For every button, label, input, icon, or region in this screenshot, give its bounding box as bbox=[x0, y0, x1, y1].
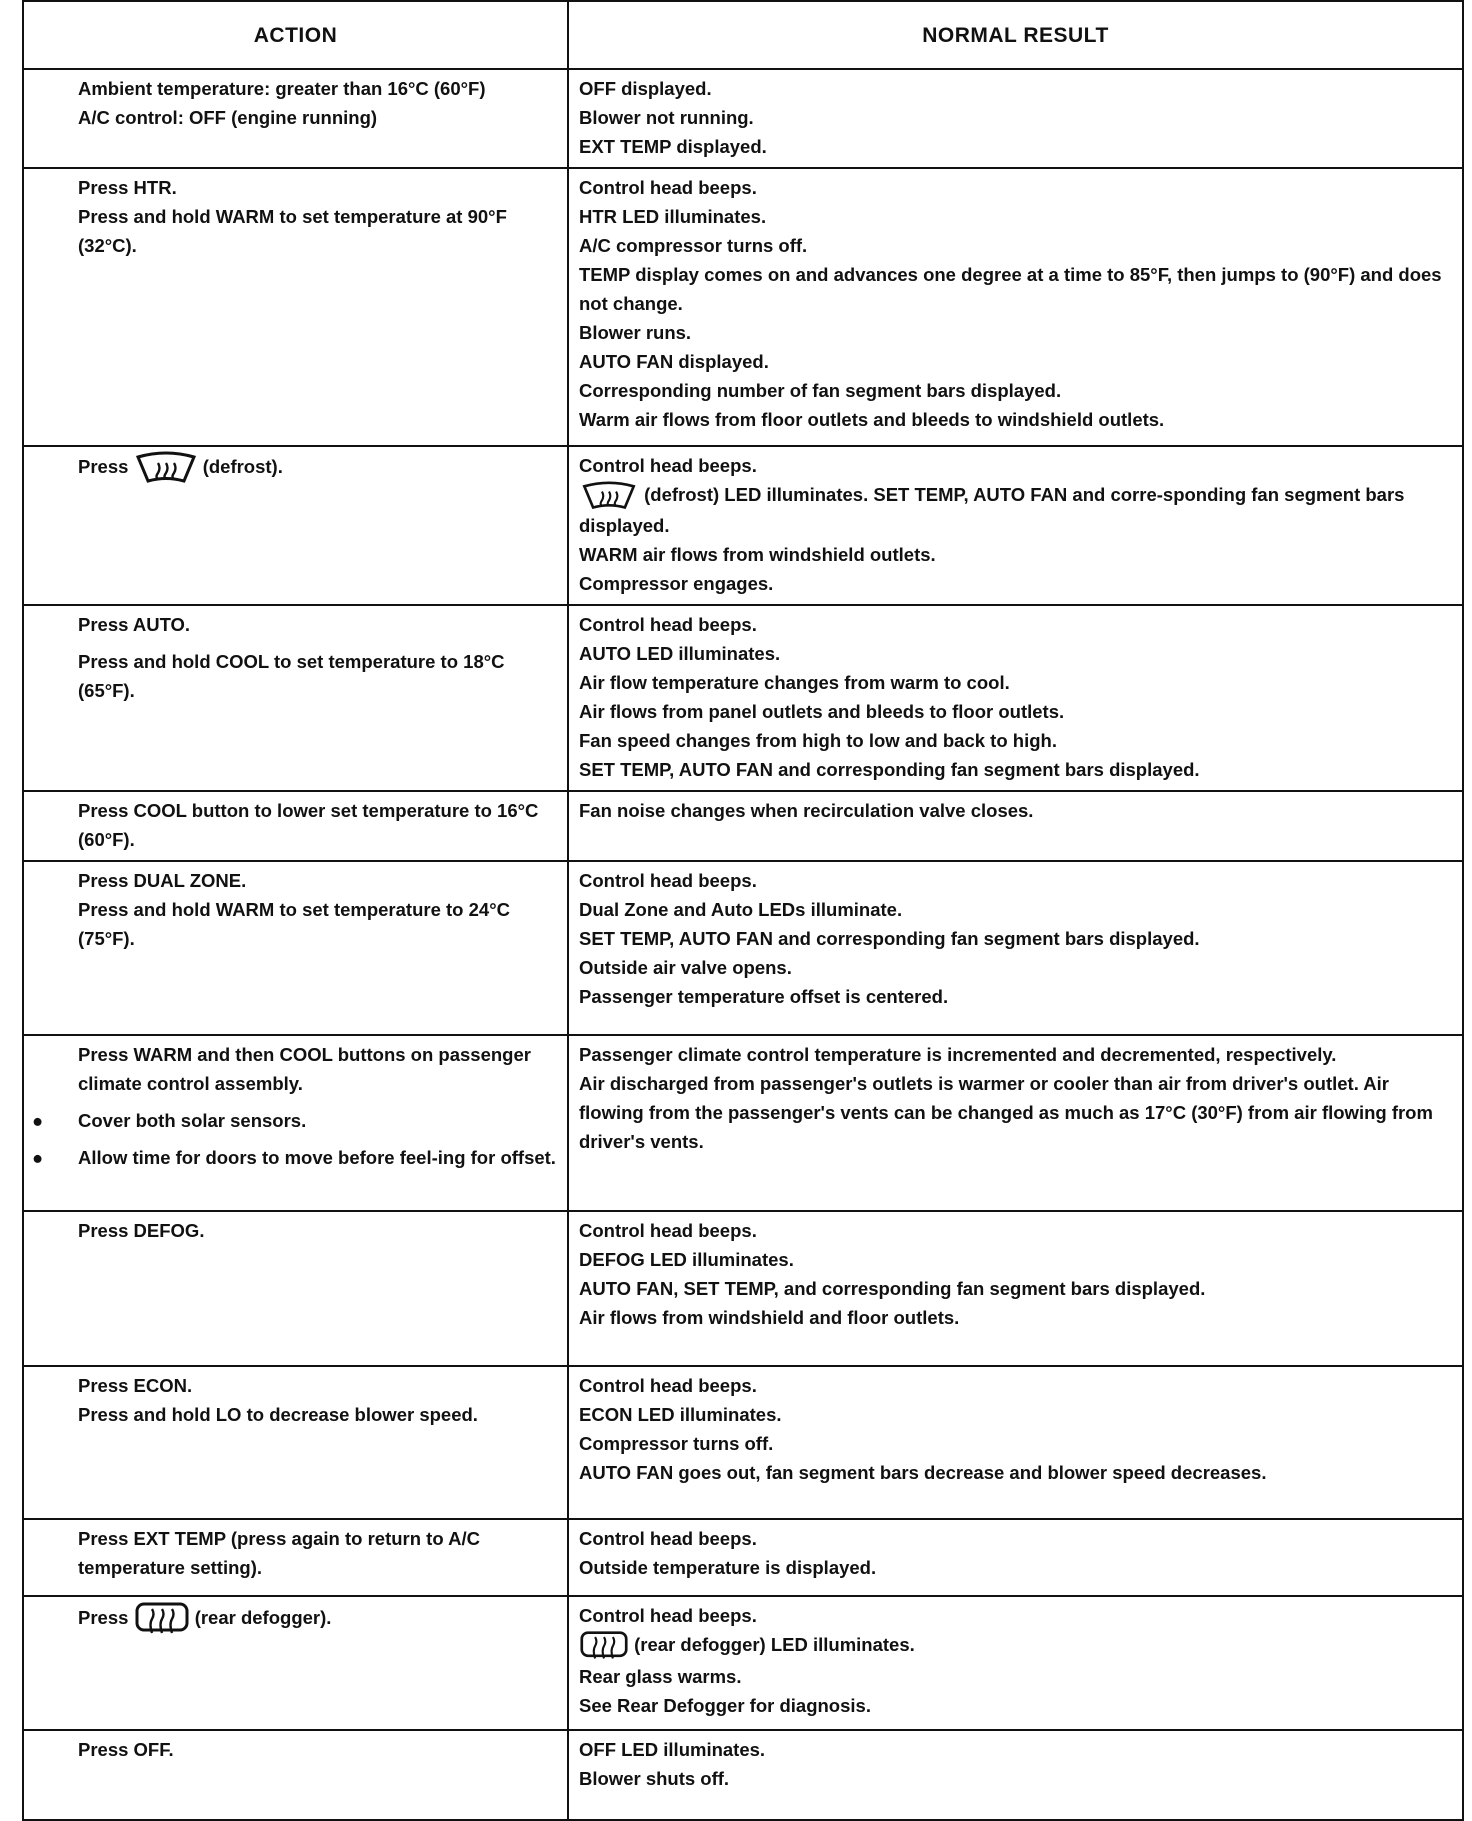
result-cell bbox=[568, 861, 1463, 1035]
result-cell bbox=[568, 69, 1463, 168]
header-normal-result: NORMAL RESULT bbox=[568, 1, 1463, 69]
table-row bbox=[23, 605, 1463, 791]
result-line: Rear glass warms. bbox=[579, 1666, 742, 1688]
result-cell bbox=[568, 1519, 1463, 1596]
action-line: Press and hold WARM to set temperature to 24°C (75°F). bbox=[78, 899, 510, 950]
action-cell bbox=[23, 168, 568, 446]
action-cell bbox=[23, 1035, 568, 1211]
result-line: DEFOG LED illuminates. bbox=[579, 1249, 794, 1271]
action-line: Press and hold COOL to set temperature to 18°C (65°F). bbox=[78, 651, 505, 702]
result-line: AUTO FAN goes out, fan segment bars decrease and blower speed decreases. bbox=[579, 1462, 1267, 1484]
result-line: Fan speed changes from high to low and back to high. bbox=[579, 730, 1057, 752]
action-cell bbox=[23, 1596, 568, 1730]
result-line: A/C compressor turns off. bbox=[579, 235, 808, 256]
action-cell bbox=[23, 791, 568, 861]
result-line: See Rear Defogger for diagnosis. bbox=[579, 1695, 871, 1717]
result-line: Outside temperature is displayed. bbox=[579, 1557, 877, 1579]
result-line: Air discharged from passenger's outlets is warmer or cooler than air from driver's outlet. Air flowing from the passenger's vents can be changed as much as 17°C (30°F) from air flowing from driver's vents. bbox=[579, 1073, 1433, 1153]
action-line: Press OFF. bbox=[78, 1739, 174, 1761]
action-line: Press DEFOG. bbox=[78, 1220, 205, 1242]
table-row bbox=[23, 791, 1463, 861]
windshield-defrost-icon bbox=[134, 451, 198, 485]
action-cell bbox=[23, 1730, 568, 1820]
result-cell bbox=[568, 791, 1463, 861]
result-line: Blower runs. bbox=[579, 322, 692, 343]
result-line: SET TEMP, AUTO FAN and corresponding fan segment bars displayed. bbox=[579, 928, 1200, 950]
result-line: Blower shuts off. bbox=[579, 1768, 730, 1790]
result-line: Control head beeps. bbox=[579, 1605, 757, 1627]
result-cell bbox=[568, 1730, 1463, 1820]
diagnostic-check-table bbox=[22, 0, 1464, 1821]
table-row bbox=[23, 1366, 1463, 1519]
table-row bbox=[23, 1730, 1463, 1820]
result-line: (defrost) LED illuminates. SET TEMP, AUTO FAN and corre-sponding fan segment bars displayed. bbox=[579, 484, 1405, 537]
result-cell bbox=[568, 1211, 1463, 1366]
windshield-defrost-icon bbox=[579, 481, 639, 511]
action-cell bbox=[23, 1519, 568, 1596]
table-row bbox=[23, 1596, 1463, 1730]
action-text: (rear defogger). bbox=[194, 1607, 332, 1628]
action-line: Press AUTO. bbox=[78, 614, 191, 636]
header-row bbox=[23, 1, 1463, 69]
result-line: Passenger temperature offset is centered. bbox=[579, 986, 949, 1008]
action-text: Press bbox=[78, 455, 129, 477]
result-line: WARM air flows from windshield outlets. bbox=[579, 544, 936, 566]
result-line: Air flows from windshield and floor outlets. bbox=[579, 1307, 960, 1329]
result-cell bbox=[568, 1366, 1463, 1519]
result-line: OFF LED illuminates. bbox=[579, 1739, 766, 1761]
result-line: ECON LED illuminates. bbox=[579, 1404, 782, 1426]
result-line: AUTO LED illuminates. bbox=[579, 643, 781, 665]
bullet-marker: ● bbox=[32, 1110, 44, 1132]
table-row bbox=[23, 861, 1463, 1035]
action-line: Press and hold WARM to set temperature at 90°F (32°C). bbox=[78, 206, 507, 256]
action-cell bbox=[23, 605, 568, 791]
result-line: EXT TEMP displayed. bbox=[579, 136, 767, 157]
header-action: ACTION bbox=[23, 1, 568, 69]
action-line: Press HTR. bbox=[78, 177, 177, 198]
result-line: Air flows from panel outlets and bleeds to floor outlets. bbox=[579, 701, 1065, 723]
result-line: Control head beeps. bbox=[579, 177, 757, 198]
result-line: AUTO FAN displayed. bbox=[579, 351, 769, 372]
action-cell bbox=[23, 1366, 568, 1519]
result-cell bbox=[568, 1035, 1463, 1211]
table-row bbox=[23, 1035, 1463, 1211]
result-line: Control head beeps. bbox=[579, 1220, 757, 1242]
table-row bbox=[23, 168, 1463, 446]
result-line: Warm air flows from floor outlets and bleeds to windshield outlets. bbox=[579, 409, 1165, 430]
result-line: Control head beeps. bbox=[579, 1528, 757, 1550]
action-cell bbox=[23, 1211, 568, 1366]
result-line: TEMP display comes on and advances one degree at a time to 85°F, then jumps to (90°F) and does not change. bbox=[579, 264, 1442, 314]
result-cell bbox=[568, 1596, 1463, 1730]
table-row bbox=[23, 1211, 1463, 1366]
bullet-text: Allow time for doors to move before feel-ing for offset. bbox=[78, 1147, 556, 1169]
action-line: Ambient temperature: greater than 16°C (60°F) bbox=[78, 78, 486, 99]
result-cell bbox=[568, 605, 1463, 791]
result-line: Outside air valve opens. bbox=[579, 957, 792, 979]
action-line: Press COOL button to lower set temperature to 16°C (60°F). bbox=[78, 800, 539, 851]
table-row bbox=[23, 1519, 1463, 1596]
rear-defogger-icon bbox=[579, 1630, 629, 1662]
result-cell bbox=[568, 446, 1463, 605]
result-line: (rear defogger) LED illuminates. bbox=[634, 1634, 915, 1656]
result-line: Passenger climate control temperature is incremented and decremented, respectively. bbox=[579, 1044, 1337, 1066]
result-line: Corresponding number of fan segment bars displayed. bbox=[579, 380, 1062, 401]
result-line: AUTO FAN, SET TEMP, and corresponding fan segment bars displayed. bbox=[579, 1278, 1206, 1300]
document-page bbox=[22, 0, 1462, 1821]
result-line: Blower not running. bbox=[579, 107, 754, 128]
table-row bbox=[23, 446, 1463, 605]
bullet-item bbox=[32, 1143, 557, 1172]
action-cell bbox=[23, 69, 568, 168]
result-line: Compressor engages. bbox=[579, 573, 774, 595]
bullet-item bbox=[32, 1106, 557, 1135]
action-line: Press EXT TEMP (press again to return to A/C temperature setting). bbox=[78, 1528, 480, 1579]
result-line: Control head beeps. bbox=[579, 870, 757, 892]
action-cell bbox=[23, 861, 568, 1035]
table-row bbox=[23, 69, 1463, 168]
result-line: Compressor turns off. bbox=[579, 1433, 774, 1455]
result-line: Dual Zone and Auto LEDs illuminate. bbox=[579, 899, 903, 921]
result-line: OFF displayed. bbox=[579, 78, 712, 99]
action-text: Press bbox=[78, 1607, 129, 1628]
result-cell bbox=[568, 168, 1463, 446]
result-line: Fan noise changes when recirculation valve closes. bbox=[579, 800, 1034, 822]
bullet-text: Cover both solar sensors. bbox=[78, 1110, 307, 1132]
action-line: Press ECON. bbox=[78, 1375, 193, 1397]
result-line: HTR LED illuminates. bbox=[579, 206, 767, 227]
bullet-marker: ● bbox=[32, 1147, 44, 1169]
action-cell bbox=[23, 446, 568, 605]
result-line: SET TEMP, AUTO FAN and corresponding fan segment bars displayed. bbox=[579, 759, 1200, 781]
action-text: (defrost). bbox=[202, 455, 283, 477]
result-line: Control head beeps. bbox=[579, 455, 757, 476]
result-line: Air flow temperature changes from warm to cool. bbox=[579, 672, 1010, 694]
action-line: Press and hold LO to decrease blower speed. bbox=[78, 1404, 478, 1426]
action-line: Press DUAL ZONE. bbox=[78, 870, 247, 892]
rear-defogger-icon bbox=[134, 1601, 190, 1637]
action-line: Press WARM and then COOL buttons on passenger climate control assembly. bbox=[78, 1044, 531, 1095]
result-line: Control head beeps. bbox=[579, 614, 757, 636]
action-line: A/C control: OFF (engine running) bbox=[78, 107, 378, 128]
result-line: Control head beeps. bbox=[579, 1375, 757, 1397]
